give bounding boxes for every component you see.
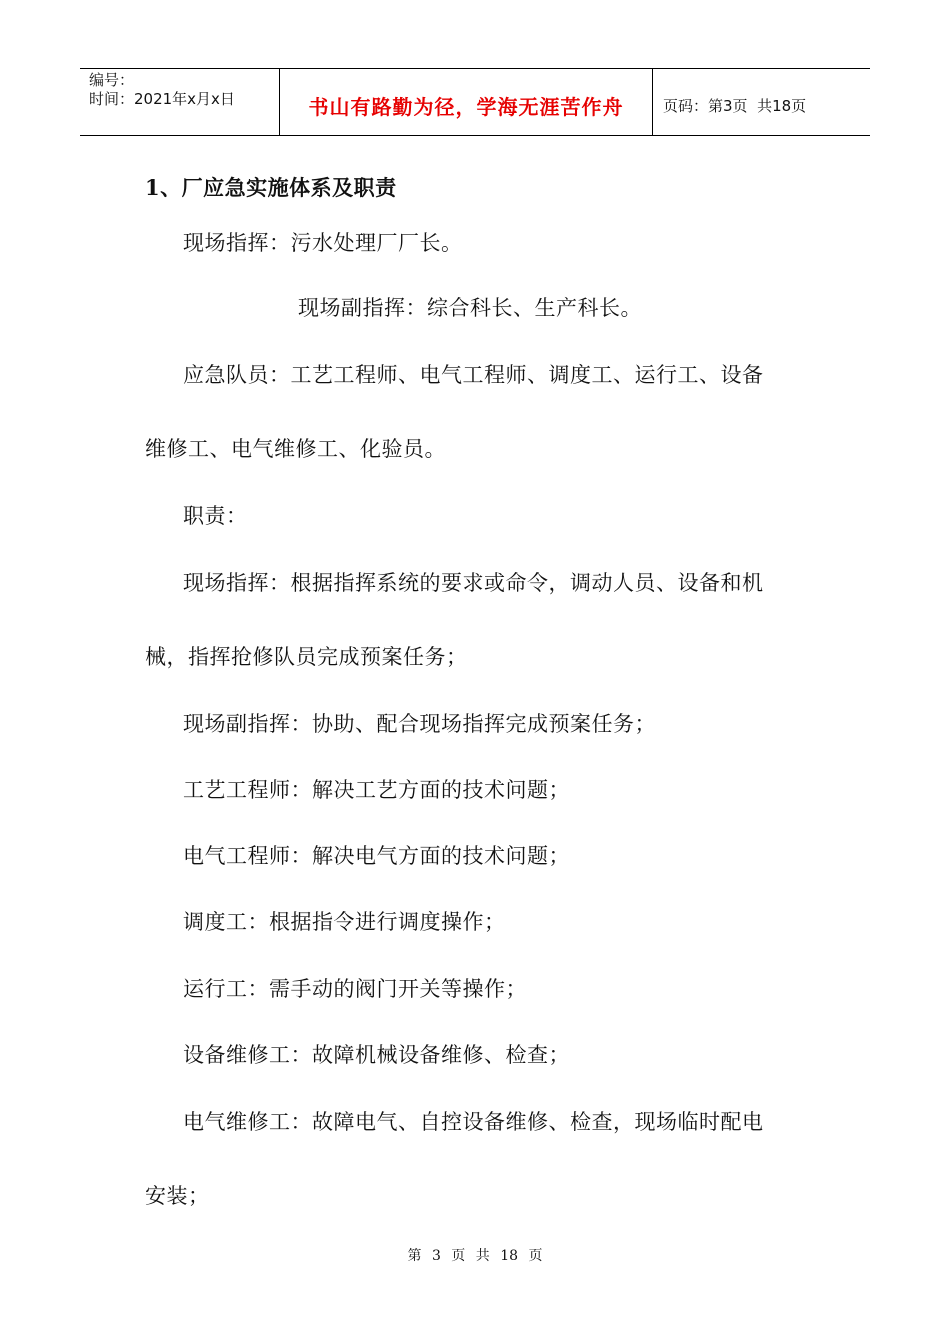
body-line: 械，指挥抢修队员完成预案任务； (145, 645, 468, 669)
body-line: 现场副指挥：协助、配合现场指挥完成预案任务； (183, 712, 656, 736)
header-page-cell (653, 69, 870, 135)
body-line: 电气工程师：解决电气方面的技术问题； (183, 844, 570, 868)
body-line: 设备维修工：故障机械设备维修、检查； (183, 1043, 570, 1067)
body-line: 维修工、电气维修工、化验员。 (145, 437, 446, 461)
header-motto-cell (280, 69, 653, 135)
document-header (80, 68, 870, 136)
body-line: 应急队员：工艺工程师、电气工程师、调度工、运行工、设备 (183, 363, 764, 387)
body-line: 现场指挥：根据指挥系统的要求或命令，调动人员、设备和机 (183, 571, 764, 595)
date-label: 时间：2021年x月x日 (89, 90, 235, 108)
body-line: 运行工：需手动的阀门开关等操作； (183, 977, 527, 1001)
page-info: 页码：第3页 共18页 (663, 96, 807, 115)
section-heading: 1、厂应急实施体系及职责 (145, 175, 397, 200)
serial-number-label: 编号： (89, 71, 135, 89)
body-line: 现场副指挥：综合科长、生产科长。 (298, 296, 642, 320)
body-line: 职责： (183, 504, 248, 528)
body-line: 电气维修工：故障电气、自控设备维修、检查，现场临时配电 (183, 1110, 764, 1134)
body-line: 调度工：根据指令进行调度操作； (183, 910, 506, 934)
header-meta-cell (80, 69, 280, 135)
motto-text: 书山有路勤为径，学海无涯苦作舟 (308, 94, 624, 119)
body-line: 现场指挥：污水处理厂厂长。 (183, 231, 463, 255)
page-footer: 第 3 页 共 18 页 (407, 1248, 543, 1264)
body-line: 安装； (145, 1184, 210, 1208)
body-line: 工艺工程师：解决工艺方面的技术问题； (183, 778, 570, 802)
